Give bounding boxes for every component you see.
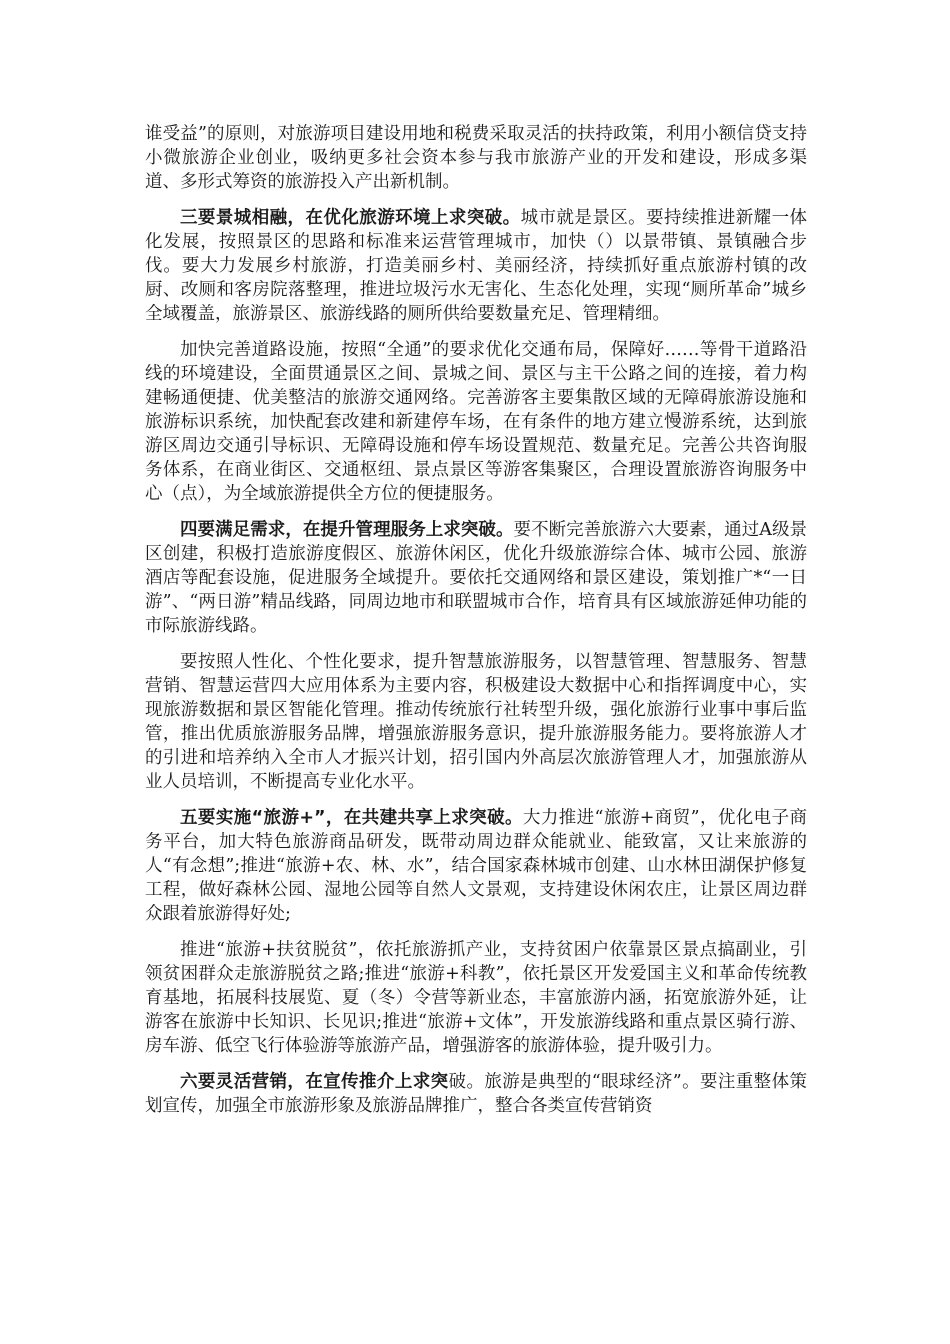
section-heading: 六要灵活营销，在宣传推介上求突: [180, 1072, 449, 1092]
paragraph-text: 破。旅游是典型的“眼球经济”。要注重整体策划宣传，加强全市旅游形象及旅游品牌推广，整合各类宣传营销资: [145, 1072, 807, 1116]
paragraph-roads: [145, 338, 807, 506]
paragraph-text: 加快完善道路设施，按照“全通”的要求优化交通布局，保障好……等骨干道路沿线的环境建设，全面贯通景区之间、景城之间、景区与主干公路之间的连接，着力构建畅通便捷、优美整洁的旅游交通网络。完善游客主要集散区域的无障碍旅游设施和旅游标识系统，加快配套改建和新建停车场，在有条件的地方建立慢游系统，达到旅游区周边交通引导标识、无障碍设施和停车场设置规范、数量充足。完善公共咨询服务体系，在商业街区、交通枢纽、景点景区等游客集聚区，合理设置旅游咨询服务中心（点），为全域旅游提供全方位的便捷服务。: [145, 340, 807, 504]
section-heading: 三要景城相融，在优化旅游环境上求突破。: [180, 208, 521, 228]
paragraph-section-five: [145, 806, 807, 926]
paragraph-text: 推进“旅游+扶贫脱贫”，依托旅游抓产业，支持贫困户依靠景区景点搞副业，引领贫困群众走旅游脱贫之路;推进“旅游+科教”，依托景区开发爱国主义和革命传统教育基地，拓展科技展览、夏（冬）令营等新业态，丰富旅游内涵，拓宽旅游外延，让游客在旅游中长知识、长见识;推进“旅游+文体”，开发旅游线路和重点景区骑行游、房车游、低空飞行体验游等旅游产品，增强游客的旅游体验，提升吸引力。: [145, 940, 807, 1056]
paragraph-text: 城市就是景区。要持续推进新耀一体化发展，按照景区的思路和标准来运营管理城市，加快（）以景带镇、景镇融合步伐。要大力发展乡村旅游，打造美丽乡村、美丽经济，持续抓好重点旅游村镇的改厨、改厕和客房院落整理，推进垃圾污水无害化、生态化处理，实现“厕所革命”城乡全域覆盖，旅游景区、旅游线路的厕所供给要数量充足、管理精细。: [145, 208, 808, 324]
paragraph-section-three: [145, 206, 807, 326]
paragraph-tourism-plus: [145, 938, 807, 1058]
paragraph-funding: [145, 122, 807, 194]
paragraph-section-six: [145, 1070, 807, 1118]
section-heading: 四要满足需求，在提升管理服务上求突破。: [180, 520, 514, 540]
paragraph-section-four: [145, 518, 807, 638]
paragraph-smart-tourism: [145, 650, 807, 794]
document-page: [145, 122, 807, 1130]
section-heading: 五要实施“旅游+”，在共建共享上求突破。: [180, 808, 523, 828]
paragraph-text: 谁受益”的原则，对旅游项目建设用地和税费采取灵活的扶持政策，利用小额信贷支持小微旅游企业创业，吸纳更多社会资本参与我市旅游产业的开发和建设，形成多渠道、多形式筹资的旅游投入产出新机制。: [145, 124, 807, 192]
paragraph-text: 大力推进“旅游+商贸”，优化电子商务平台，加大特色旅游商品研发，既带动周边群众能就业、能致富，又让来旅游的人“有念想”;推进“旅游+农、林、水”，结合国家森林城市创建、山水林田湖保护修复工程，做好森林公园、湿地公园等自然人文景观，支持建设休闲农庄，让景区周边群众跟着旅游得好处;: [145, 808, 807, 924]
paragraph-text: 要不断完善旅游六大要素，通过A级景区创建，积极打造旅游度假区、旅游休闲区，优化升级旅游综合体、城市公园、旅游酒店等配套设施，促进服务全域提升。要依托交通网络和景区建设，策划推广*“一日游”、“两日游”精品线路，同周边地市和联盟城市合作，培育具有区域旅游延伸功能的市际旅游线路。: [145, 520, 808, 636]
paragraph-text: 要按照人性化、个性化要求，提升智慧旅游服务，以智慧管理、智慧服务、智慧营销、智慧运营四大应用体系为主要内容，积极建设大数据中心和指挥调度中心，实现旅游数据和景区智能化管理。推动传统旅行社转型升级，强化旅游行业事中事后监管，推出优质旅游服务品牌，增强旅游服务意识，提升旅游服务能力。要将旅游人才的引进和培养纳入全市人才振兴计划，招引国内外高层次旅游管理人才，加强旅游从业人员培训，不断提高专业化水平。: [145, 652, 807, 792]
